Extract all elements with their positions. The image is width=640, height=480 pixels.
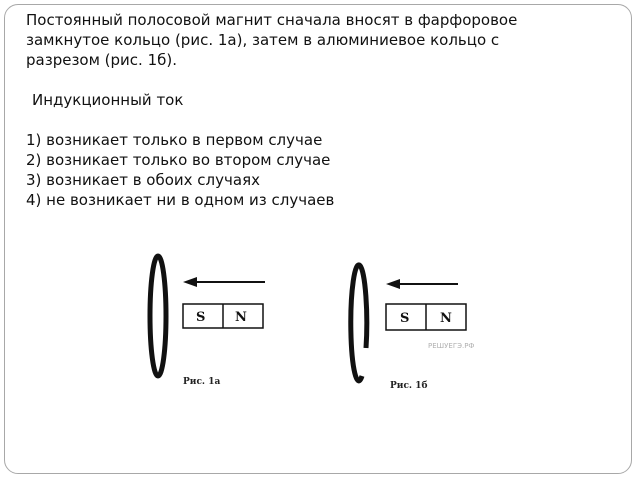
- answer-option-3: 3) возникает в обоих случаях: [26, 171, 260, 189]
- question-subtitle: Индукционный ток: [32, 91, 184, 109]
- figure-1b-drawing: [340, 252, 500, 402]
- pole-s-1b: S: [400, 311, 410, 326]
- answer-options: [26, 130, 586, 210]
- figure-1b: [340, 252, 500, 402]
- watermark: РЕШУЕГЭ.РФ: [428, 342, 475, 350]
- arrow-head-1b: [386, 279, 400, 289]
- pole-n-1b: N: [440, 311, 452, 326]
- caption-1b: Рис. 1б: [390, 381, 428, 391]
- pole-s-1a: S: [196, 310, 206, 325]
- answer-option-4: 4) не возникает ни в одном из случаев: [26, 191, 335, 209]
- answer-option-2: 2) возникает только во втором случае: [26, 151, 331, 169]
- caption-1a: Рис. 1а: [183, 377, 221, 387]
- answer-option-1: 1) возникает только в первом случае: [26, 131, 323, 149]
- arrow-head-1a: [183, 277, 197, 287]
- split-ring: [351, 265, 367, 381]
- pole-n-1a: N: [235, 310, 247, 325]
- figure-1a: [135, 250, 295, 400]
- task-text: [26, 10, 586, 210]
- closed-ring: [150, 256, 166, 376]
- question-line-2: замкнутое кольцо (рис. 1а), затем в алюминиевое кольцо с: [26, 31, 500, 49]
- question-line-3: разрезом (рис. 1б).: [26, 51, 177, 69]
- question-line-1: Постоянный полосовой магнит сначала вносят в фарфоровое: [26, 11, 518, 29]
